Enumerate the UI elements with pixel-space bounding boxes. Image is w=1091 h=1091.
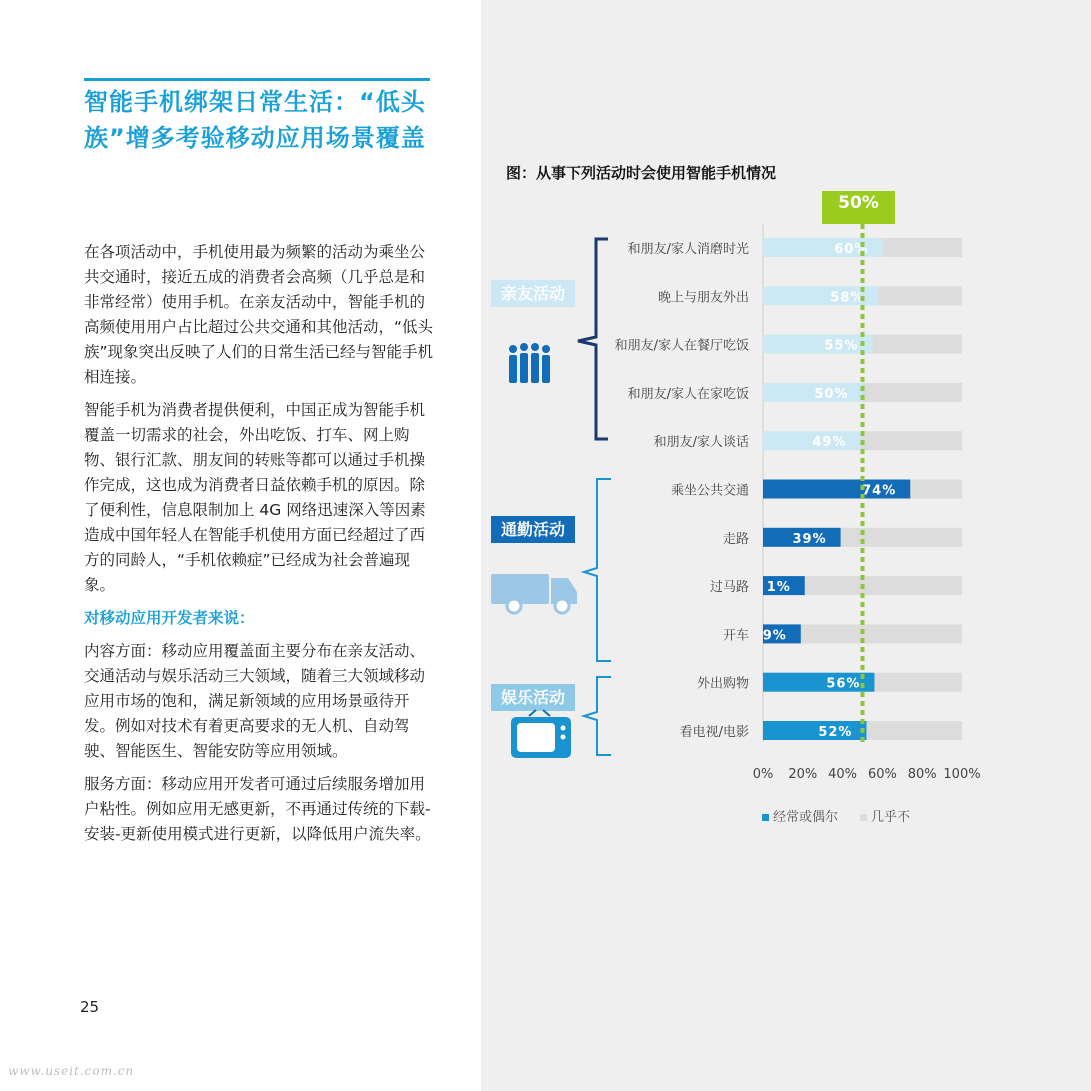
paragraph: 智能手机为消费者提供便利，中国正成为智能手机覆盖一切需求的社会，外出吃饭、打车、网上购物、银行汇款、朋友间的转账等都可以通过手机操作完成，这也成为消费者日益依赖手机的原因。除了便利性，信息限制加上 4G 网络迅速深入等因素造成中国年轻人在智能手机使用方面已经超过了西方的同龄人，“手机依赖症”已经成为社会普遍现象。 xyxy=(84,401,426,594)
bar-never xyxy=(841,528,962,547)
category-label: 看电视/电影 xyxy=(679,725,749,740)
data-label: 58% xyxy=(830,290,865,306)
x-tick-label: 80% xyxy=(907,767,937,782)
legend-item-never xyxy=(860,806,910,825)
legend-item-often xyxy=(762,806,838,825)
category-label: 乘坐公共交通 xyxy=(670,483,749,499)
chart-title: 图：从事下列活动时会使用智能手机情况 xyxy=(506,164,777,182)
truck-icon xyxy=(491,574,577,613)
bar-never xyxy=(866,721,962,740)
data-label: 1% xyxy=(766,580,791,596)
legend-label: 经常或偶尔 xyxy=(773,810,839,825)
people-icon xyxy=(509,343,550,383)
paragraph: 内容方面：移动应用覆盖面主要分布在亲友活动、交通活动与娱乐活动三大领域，随着三大领域移动应用市场的饱和，满足新领域的应用场景亟待开发。例如对技术有着更高要求的无人机、自动驾驶、智能医生、智能安防等应用领域。 xyxy=(84,642,426,760)
data-label: 9% xyxy=(762,628,787,644)
bracket-commute xyxy=(584,479,611,661)
data-label: 39% xyxy=(792,531,827,547)
bar-never xyxy=(805,576,962,595)
category-label: 开车 xyxy=(722,628,749,644)
watermark: www.useit.com.cn xyxy=(8,1064,135,1078)
page-title: 智能手机绑架日常生活：“低头族”增多考验移动应用场景覆盖 xyxy=(84,88,426,152)
bar-never xyxy=(861,431,962,450)
group-label-family: 亲友活动 xyxy=(491,280,575,307)
category-label: 和朋友/家人消磨时光 xyxy=(627,242,749,257)
paragraph: 在各项活动中，手机使用最为频繁的活动为乘坐公共交通时，接近五成的消费者会高频（几乎总是和非常经常）使用手机。在亲友活动中，智能手机的高频使用用户占比超过公共交通和其他活动，“低头族”现象突出反映了人们的日常生活已经与智能手机相连接。 xyxy=(84,243,434,386)
page-number: 25 xyxy=(80,998,100,1016)
x-tick-label: 20% xyxy=(788,767,818,782)
data-label: 52% xyxy=(818,725,853,740)
data-label: 49% xyxy=(812,435,847,451)
legend-swatch-often xyxy=(762,814,769,821)
category-label: 和朋友/家人在家吃饭 xyxy=(627,386,749,402)
x-tick-label: 100% xyxy=(943,767,981,782)
legend-swatch-never xyxy=(860,814,867,821)
category-label: 过马路 xyxy=(709,580,749,596)
bar-never xyxy=(863,383,963,402)
bracket-entertainment xyxy=(584,677,611,755)
x-tick-label: 60% xyxy=(867,767,897,782)
category-label: 走路 xyxy=(722,531,749,547)
bar-never xyxy=(872,335,962,354)
reference-badge: 50% xyxy=(822,191,895,224)
data-label: 50% xyxy=(814,386,849,402)
bar-never xyxy=(882,238,962,257)
data-label: 55% xyxy=(824,338,859,354)
data-label: 60% xyxy=(834,242,869,257)
group-label-entertainment: 娱乐活动 xyxy=(491,684,575,711)
tv-icon xyxy=(511,710,571,758)
bar-never xyxy=(874,673,962,692)
category-label: 外出购物 xyxy=(696,676,749,692)
bar-never xyxy=(910,480,962,499)
group-label-commute: 通勤活动 xyxy=(491,516,575,543)
data-label: 56% xyxy=(826,676,861,692)
category-label: 和朋友/家人在餐厅吃饭 xyxy=(614,338,749,354)
category-label: 和朋友/家人谈话 xyxy=(653,435,749,451)
x-tick-label: 40% xyxy=(828,767,858,782)
subheading: 对移动应用开发者来说： xyxy=(84,609,255,627)
bar-never xyxy=(878,286,962,305)
legend-label: 几乎不 xyxy=(871,810,911,825)
category-label: 晚上与朋友外出 xyxy=(657,290,749,306)
bar-never xyxy=(801,624,962,643)
data-label: 74% xyxy=(862,483,897,499)
paragraph: 服务方面：移动应用开发者可通过后续服务增加用户粘性。例如应用无感更新，不再通过传统的下载-安装-更新使用模式进行更新，以降低用户流失率。 xyxy=(84,775,431,843)
bracket-family xyxy=(578,239,608,439)
x-tick-label: 0% xyxy=(752,767,774,782)
